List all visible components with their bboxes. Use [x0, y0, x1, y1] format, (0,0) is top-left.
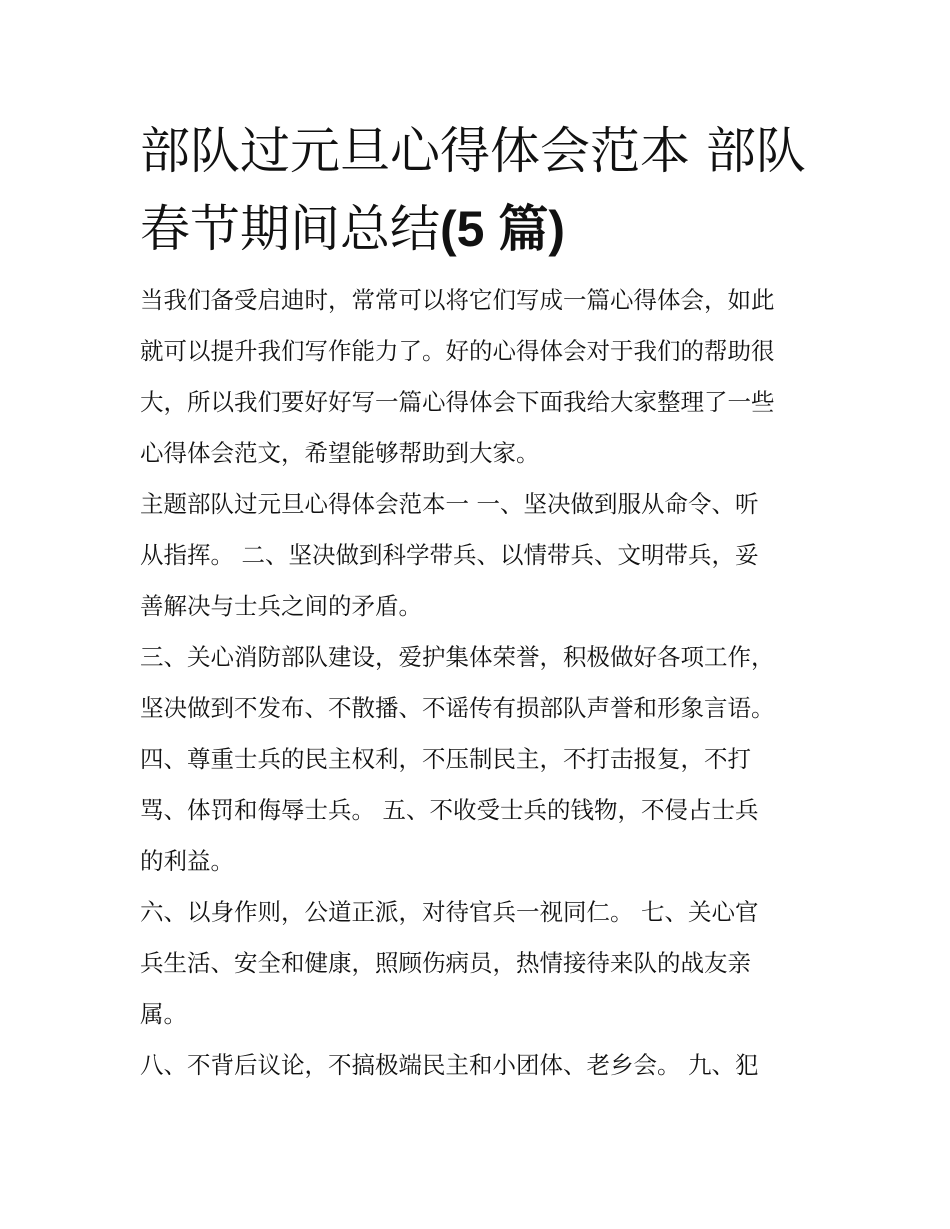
title-line-1: 部队过元旦心得体会范本 部队	[140, 122, 806, 180]
body-line: 坚决做到不发布、不散播、不谣传有损部队声誉和形象言语。	[140, 694, 775, 722]
body-line: 心得体会范文，希望能够帮助到大家。	[140, 439, 540, 467]
title-line-2-text: 春节期间总结	[140, 200, 440, 258]
body-line: 属。	[140, 1000, 187, 1028]
body-line: 大，所以我们要好好写一篇心得体会下面我给大家整理了一些	[140, 388, 775, 416]
document-title	[140, 112, 830, 268]
body-line: 主题部队过元旦心得体会范本一 一、坚决做到服从命令、听	[140, 490, 759, 518]
body-line: 四、尊重士兵的民主权利，不压制民主，不打击报复，不打	[140, 745, 751, 773]
body-line: 八、不背后议论，不搞极端民主和小团体、老乡会。 九、犯	[140, 1051, 759, 1079]
title-line-2-count: (5 篇)	[440, 201, 565, 257]
body-line: 骂、体罚和侮辱士兵。 五、不收受士兵的钱物，不侵占士兵	[140, 796, 759, 824]
body-line: 从指挥。 二、坚决做到科学带兵、以情带兵、文明带兵，妥	[140, 541, 759, 569]
title-line-2	[140, 190, 830, 268]
body-line: 当我们备受启迪时，常常可以将它们写成一篇心得体会，如此	[140, 286, 775, 314]
body-line: 就可以提升我们写作能力了。好的心得体会对于我们的帮助很	[140, 337, 775, 365]
document-body	[140, 275, 830, 1091]
body-line: 六、以身作则，公道正派，对待官兵一视同仁。 七、关心官	[140, 898, 759, 926]
body-line: 的利益。	[140, 847, 234, 875]
body-line: 兵生活、安全和健康，照顾伤病员，热情接待来队的战友亲	[140, 949, 751, 977]
body-line: 善解决与士兵之间的矛盾。	[140, 592, 422, 620]
body-line: 三、关心消防部队建设，爱护集体荣誉，积极做好各项工作，	[140, 643, 775, 671]
